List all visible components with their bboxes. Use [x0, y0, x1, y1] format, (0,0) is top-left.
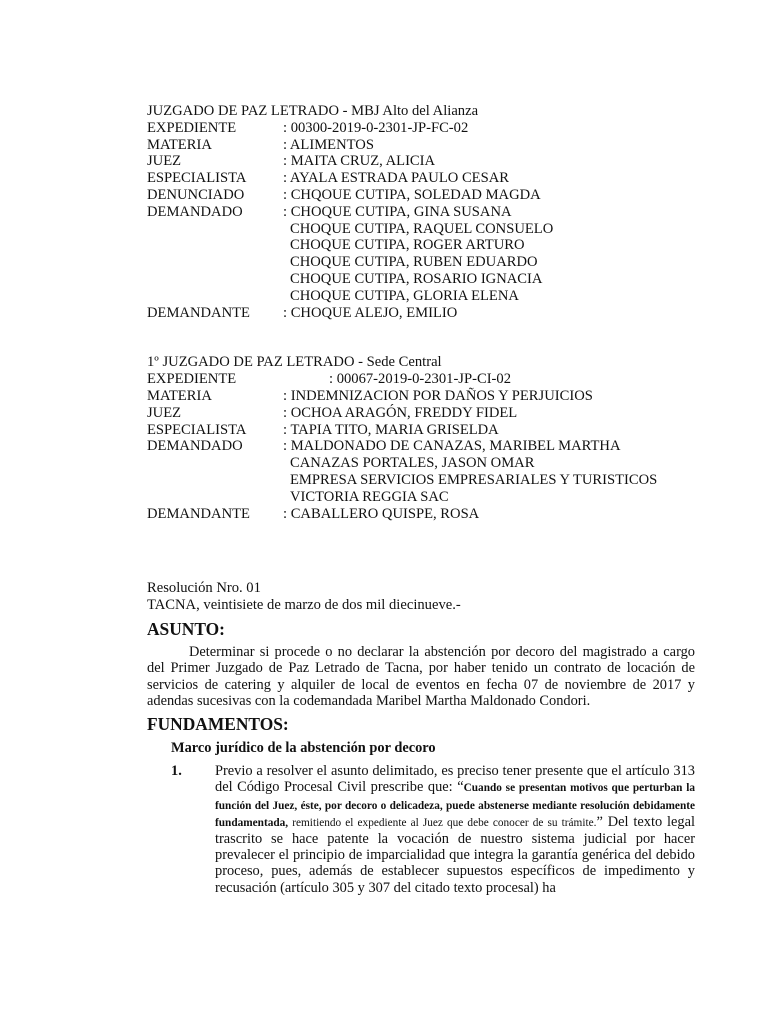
case1-row-demandante [147, 305, 695, 322]
case1-row-demandado [147, 204, 695, 221]
field-value: : 00300-2019-0-2301-JP-FC-02 [283, 119, 469, 136]
case1-header [147, 103, 695, 321]
case2-row-especialista [147, 422, 695, 439]
case1-demandado-extra: CHOQUE CUTIPA, RAQUEL CONSUELO [290, 220, 554, 237]
item-text [215, 763, 695, 896]
case2-demandado-extra: VICTORIA REGGIA SAC [290, 488, 449, 505]
item-number: 1. [171, 763, 182, 780]
field-value: : CHOQUE ALEJO, EMILIO [283, 304, 458, 321]
asunto-paragraph: Determinar si procede o no declarar la abstención por decoro del magistrado a cargo del Primer Juzgado de Paz Letrado de Tacna, por haber tenido un contrato de locación de servicios de catering y alquiler de local de eventos en fecha 07 de noviembre de 2017 y adendas sucesivas con la codemandada Maribel Martha Maldonado Condori. [147, 643, 695, 709]
resolution-number: Resolución Nro. 01 [147, 580, 261, 597]
case1-row-juez [147, 153, 695, 170]
fundamento-item-1 [147, 763, 695, 896]
asunto-heading: ASUNTO: [147, 618, 225, 639]
case2-row-demandado [147, 438, 695, 455]
field-label: MATERIA [147, 387, 212, 404]
item-text-part2: ” Del texto legal trascrito se hace patente la vocación de nuestro sistema judicial por hacer prevalecer el principio de imparcialidad que integra la garantía genérica del debido proceso, pues, además de establecer supuestos específicos de impedimento y recusación (artículo 305 y 307 del citado texto procesal) ha [215, 813, 695, 896]
case1-demandado-extra: CHOQUE CUTIPA, GLORIA ELENA [290, 287, 519, 304]
field-label: DENUNCIADO [147, 186, 245, 203]
field-label: JUEZ [147, 404, 182, 421]
case2-court: 1º JUZGADO DE PAZ LETRADO - Sede Central [147, 354, 442, 371]
case2-demandado-extra: CANAZAS PORTALES, JASON OMAR [290, 455, 535, 472]
quoted-law-bold: Cuando se presentan motivos que perturban la función del Juez, éste, por decoro o delicadeza, puede abstenerse mediante resolución debidamente fundamentada, [215, 782, 695, 829]
document-page [147, 103, 695, 896]
field-value: : CABALLERO QUISPE, ROSA [283, 505, 480, 522]
field-value: : CHQOUE CUTIPA, SOLEDAD MAGDA [283, 186, 541, 203]
case2-row-expediente [147, 371, 695, 388]
case1-row-especialista [147, 170, 695, 187]
field-value: : ALIMENTOS [283, 136, 374, 153]
field-value: : CHOQUE CUTIPA, GINA SUSANA [283, 203, 512, 220]
field-value: : MALDONADO DE CANAZAS, MARIBEL MARTHA [283, 438, 621, 455]
fundamentos-subheading: Marco jurídico de la abstención por decoro [171, 740, 436, 757]
field-label: DEMANDANTE [147, 304, 250, 321]
field-value: : OCHOA ARAGÓN, FREDDY FIDEL [283, 404, 518, 421]
resolution-date: TACNA, veintisiete de marzo de dos mil diecinueve.- [147, 597, 461, 614]
field-label: MATERIA [147, 136, 212, 153]
case1-demandado-extra: CHOQUE CUTIPA, ROSARIO IGNACIA [290, 270, 543, 287]
case2-row-demandante [147, 506, 695, 523]
item-text-part1: Previo a resolver el asunto delimitado, es preciso tener presente que el artículo 313 del Código Procesal Civil prescribe que: “ [215, 763, 695, 796]
field-value: : TAPIA TITO, MARIA GRISELDA [283, 421, 499, 438]
field-value: : INDEMNIZACION POR DAÑOS Y PERJUICIOS [283, 387, 593, 404]
field-label: DEMANDADO [147, 438, 243, 455]
field-label: ESPECIALISTA [147, 170, 247, 187]
case1-court: JUZGADO DE PAZ LETRADO - MBJ Alto del Alianza [147, 103, 479, 119]
quoted-law-rest: remitiendo el expediente al Juez que debe conocer de su trámite. [288, 816, 597, 829]
field-label: DEMANDANTE [147, 505, 250, 522]
field-label: EXPEDIENTE [147, 119, 237, 136]
field-value: : 00067-2019-0-2301-JP-CI-02 [329, 371, 512, 388]
field-value: : MAITA CRUZ, ALICIA [283, 153, 436, 170]
field-value: : AYALA ESTRADA PAULO CESAR [283, 170, 509, 187]
case1-row-expediente [147, 120, 695, 137]
case1-demandado-extra: CHOQUE CUTIPA, ROGER ARTURO [290, 237, 525, 254]
field-label: JUEZ [147, 153, 182, 170]
field-label: DEMANDADO [147, 203, 243, 220]
field-label: EXPEDIENTE [147, 371, 237, 388]
case2-row-materia [147, 388, 695, 405]
case1-row-materia [147, 137, 695, 154]
field-label: ESPECIALISTA [147, 421, 247, 438]
case2-demandado-extra: EMPRESA SERVICIOS EMPRESARIALES Y TURISTICOS [290, 471, 658, 488]
case1-demandado-extra: CHOQUE CUTIPA, RUBEN EDUARDO [290, 254, 538, 271]
fundamentos-heading: FUNDAMENTOS: [147, 714, 289, 735]
case2-row-juez [147, 405, 695, 422]
case1-row-denunciado [147, 187, 695, 204]
case2-header [147, 354, 695, 522]
